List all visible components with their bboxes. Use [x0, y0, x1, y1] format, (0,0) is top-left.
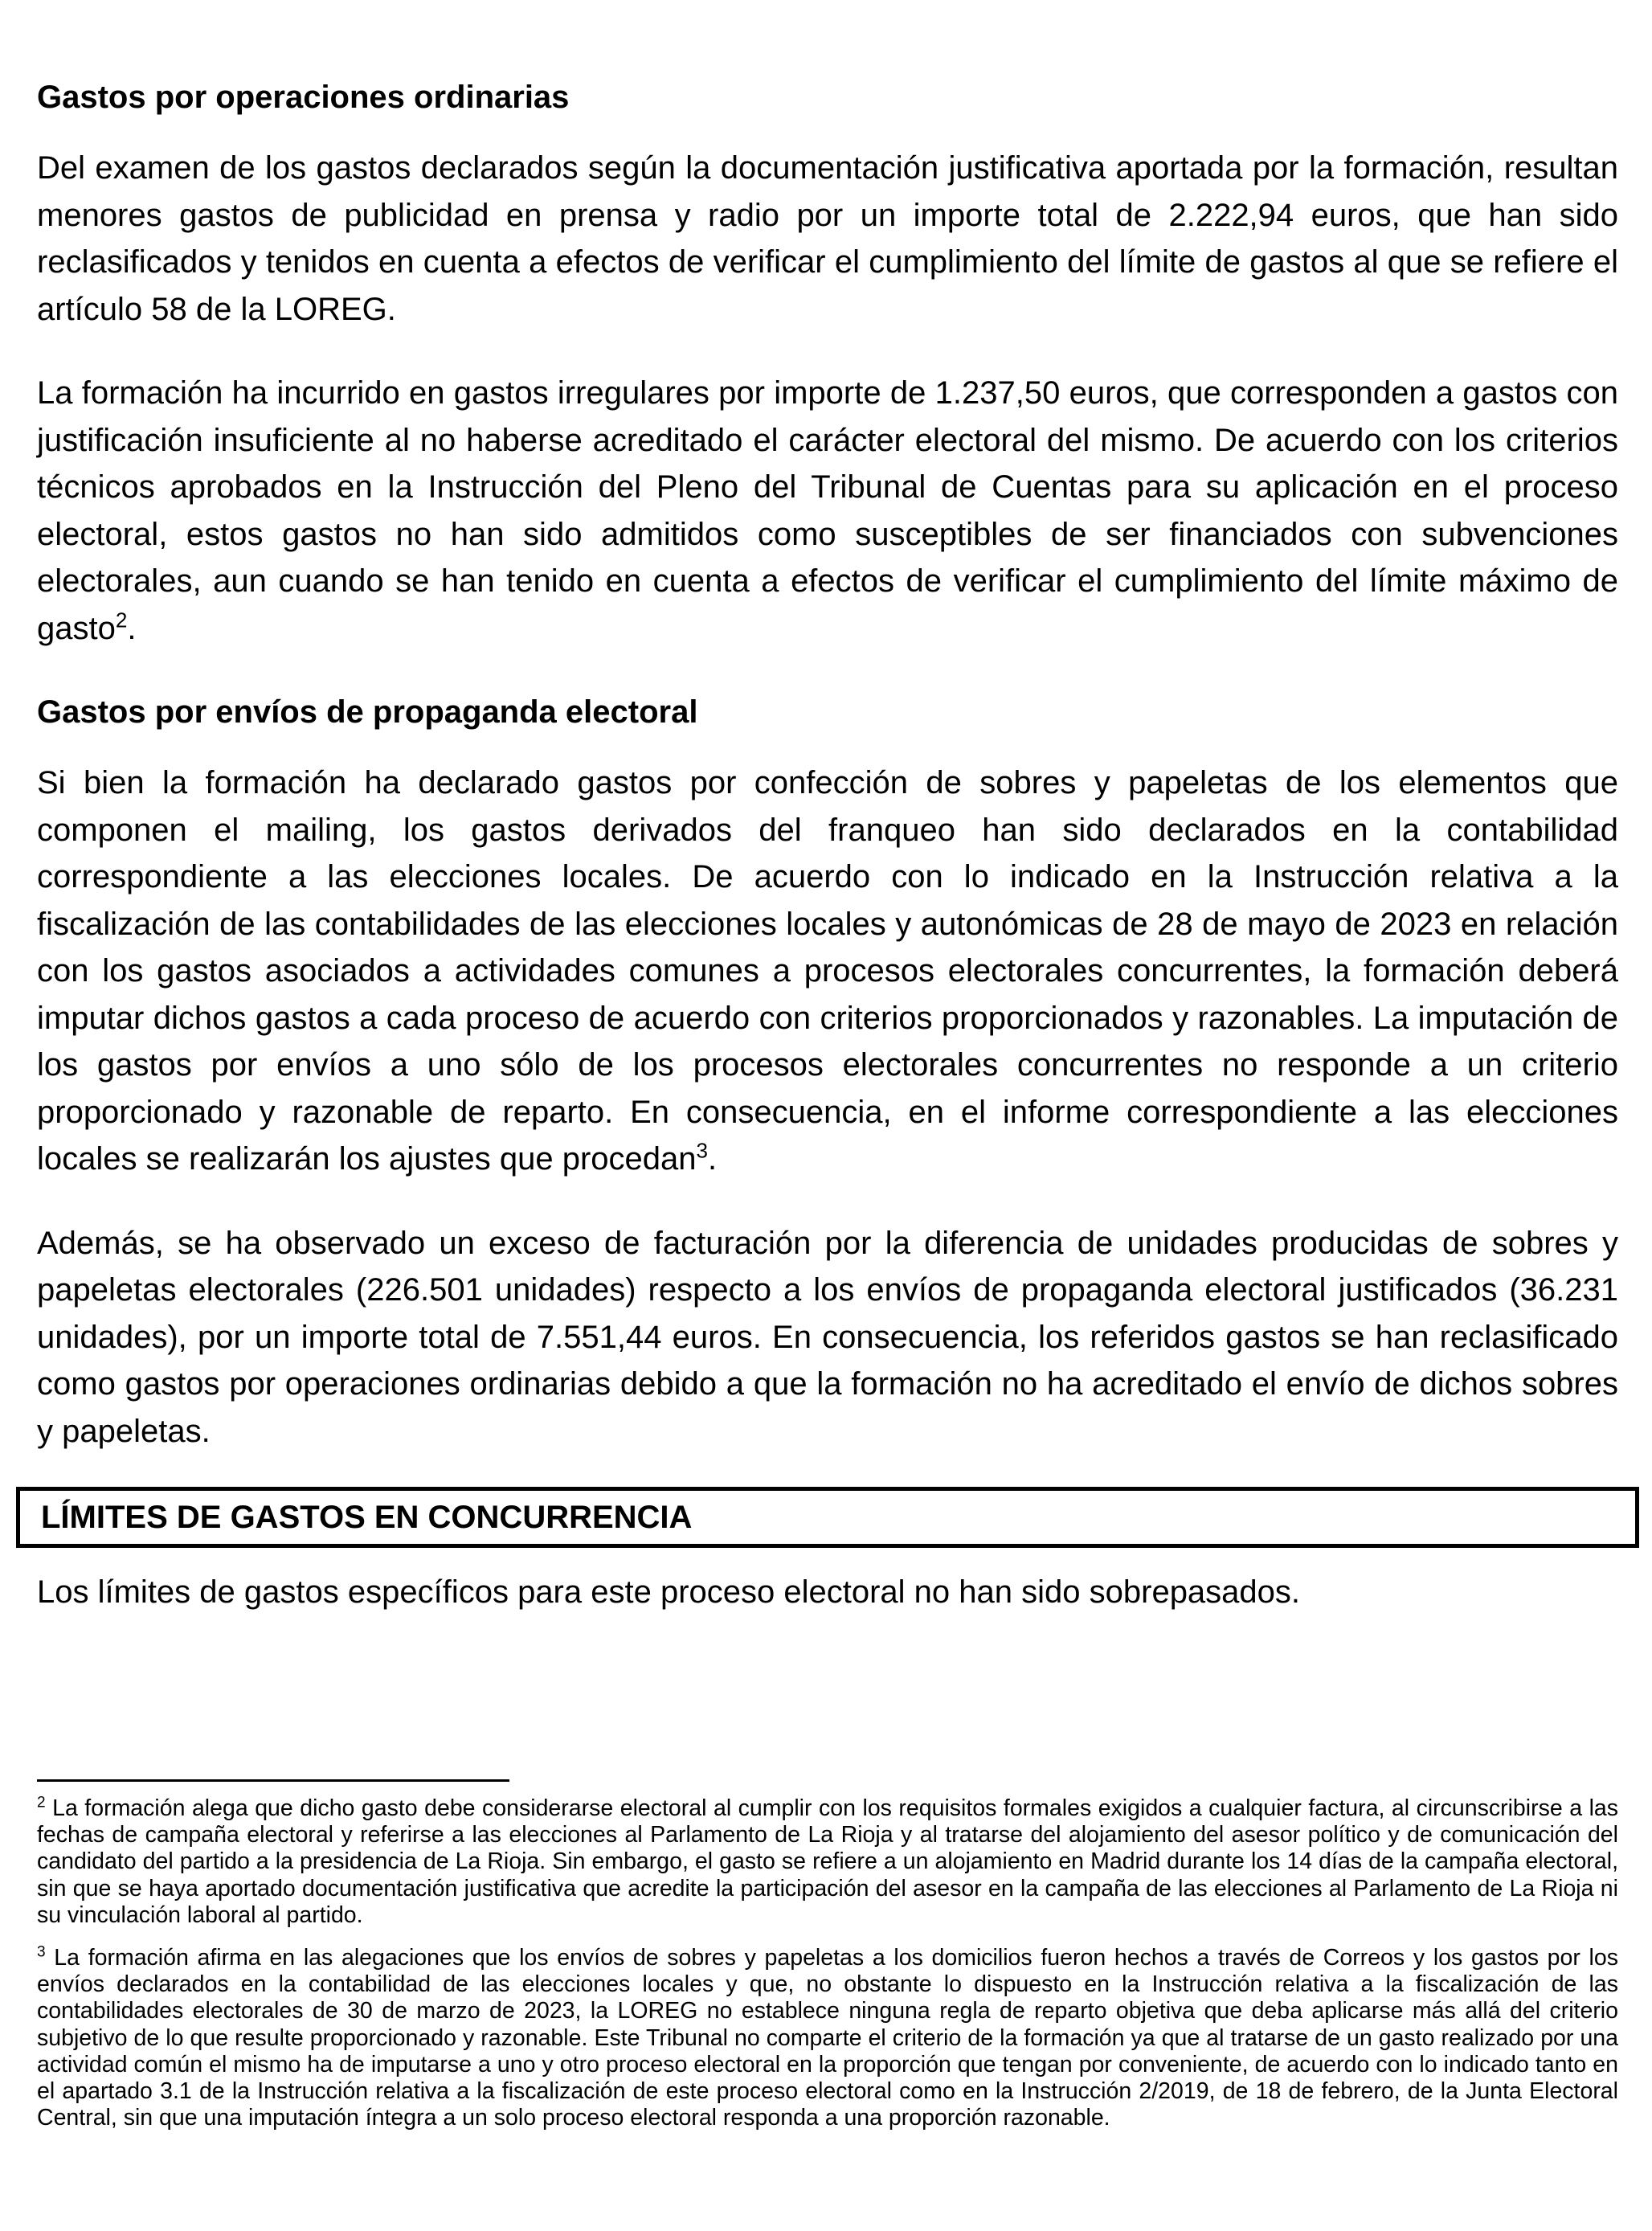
paragraph-end-mark: .	[127, 610, 137, 646]
footnote-text: La formación afirma en las alegaciones que los envíos de sobres y papeletas a los domicilios fueron hechos a través de Correos y los gastos por los envíos declarados en la contabilidad de las elecciones locales y que, no obstante lo dispuesto en la Instrucción relativa a la fiscalización de las contabilidades electorales de 30 de marzo de 2023, la LOREG no establece ninguna regla de reparto objetiva que deba aplicarse más allá del criterio subjetivo de lo que resulte proporcionado y razonable. Este Tribunal no comparte el criterio de la formación ya que al tratarse de un gasto realizado por una actividad común el mismo ha de imputarse a uno y otro proceso electoral en la proporción que tengan por conveniente, de acuerdo con lo indicado tanto en el apartado 3.1 de la Instrucción relativa a la fiscalización de este proceso electoral como en la Instrucción 2/2019, de 18 de febrero, de la Junta Electoral Central, sin que una imputación íntegra a un solo proceso electoral responda a una proporción razonable.	[37, 1945, 1618, 2131]
document-page	[37, 74, 1618, 1615]
section-heading-propaganda-mailing: Gastos por envíos de propaganda electoral	[37, 694, 698, 730]
footnote-text: La formación alega que dicho gasto debe considerarse electoral al cumplir con los requisitos formales exigidos a cualquier factura, al circunscribirse a las fechas de campaña electoral y referirse a las elecciones al Parlamento de La Rioja y al tratarse del alojamiento del asesor político y de comunicación del candidato del partido a la presidencia de La Rioja. Sin embargo, el gasto se refiere a un alojamiento en Madrid durante los 14 días de la campaña electoral, sin que se haya aportado documentación justificativa que acredite la participación del asesor en la campaña de las elecciones al Parlamento de La Rioja ni su vinculación laboral al partido.	[37, 1795, 1618, 1928]
paragraph-irregular-expenses-text: La formación ha incurrido en gastos irregulares por importe de 1.237,50 euros, que corresponden a gastos con justificación insuficiente al no haberse acreditado el carácter electoral del mismo. De acuerdo con los criterios técnicos aprobados en la Instrucción del Pleno del Tribunal de Cuentas para su aplicación en el proceso electoral, estos gastos no han sido admitidos como susceptibles de ser financiados con subvenciones electorales, aun cuando se han tenido en cuenta a efectos de verificar el cumplimiento del límite máximo de gasto	[37, 375, 1618, 646]
section-heading-ordinary-expenses: Gastos por operaciones ordinarias	[37, 80, 570, 115]
paragraph-mailing-expenses-text: Si bien la formación ha declarado gastos por confección de sobres y papeletas de los elementos que componen el mailing, los gastos derivados del franqueo han sido declarados en la contabilidad correspondiente a las elecciones locales. De acuerdo con lo indicado en la Instrucción relativa a la fiscalización de las contabilidades de las elecciones locales y autonómicas de 28 de mayo de 2023 en relación con los gastos asociados a actividades comunes a procesos electorales concurrentes, la formación deberá imputar dichos gastos a cada proceso de acuerdo con criterios proporcionados y razonables. La imputación de los gastos por envíos a uno sólo de los procesos electorales concurrentes no responde a un criterio proporcionado y razonable de reparto. En consecuencia, en el informe correspondiente a las elecciones locales se realizarán los ajustes que procedan	[37, 765, 1618, 1177]
footnote-number: 3	[37, 1943, 46, 1961]
footnote-number: 2	[37, 1794, 46, 1811]
footnotes	[37, 1795, 1618, 2147]
paragraph-mailing-expenses	[37, 759, 1618, 1183]
footnote-3	[37, 1945, 1618, 2131]
paragraph-advertising-expenses: Del examen de los gastos declarados según la documentación justificativa aportada por la formación, resultan menores gastos de publicidad en prensa y radio por un importe total de 2.222,94 euros, que han sido reclasificados y tenidos en cuenta a efectos de verificar el cumplimiento del límite de gastos al que se refiere el artículo 58 de la LOREG.	[37, 150, 1618, 327]
paragraph-end-mark: .	[707, 1141, 718, 1177]
paragraph-limits-not-exceeded: Los límites de gastos específicos para este proceso electoral no han sido sobrepasados.	[37, 1574, 1301, 1610]
paragraph-excess-billing: Además, se ha observado un exceso de facturación por la diferencia de unidades producidas de sobres y papeletas electorales (226.501 unidades) respecto a los envíos de propaganda electoral justificados (36.231 unidades), por un importe total de 7.551,44 euros. En consecuencia, los referidos gastos se han reclasificado como gastos por operaciones ordinarias debido a que la formación no ha acreditado el envío de dichos sobres y papeletas.	[37, 1225, 1618, 1449]
paragraph-irregular-expenses	[37, 370, 1618, 652]
footnote-2	[37, 1795, 1618, 1929]
footnote-separator	[37, 1779, 509, 1782]
footnote-ref-2[interactable]: 2	[115, 608, 128, 632]
footnote-ref-3[interactable]: 3	[696, 1138, 708, 1163]
section-heading-spending-limits: LÍMITES DE GASTOS EN CONCURRENCIA	[16, 1487, 1639, 1548]
